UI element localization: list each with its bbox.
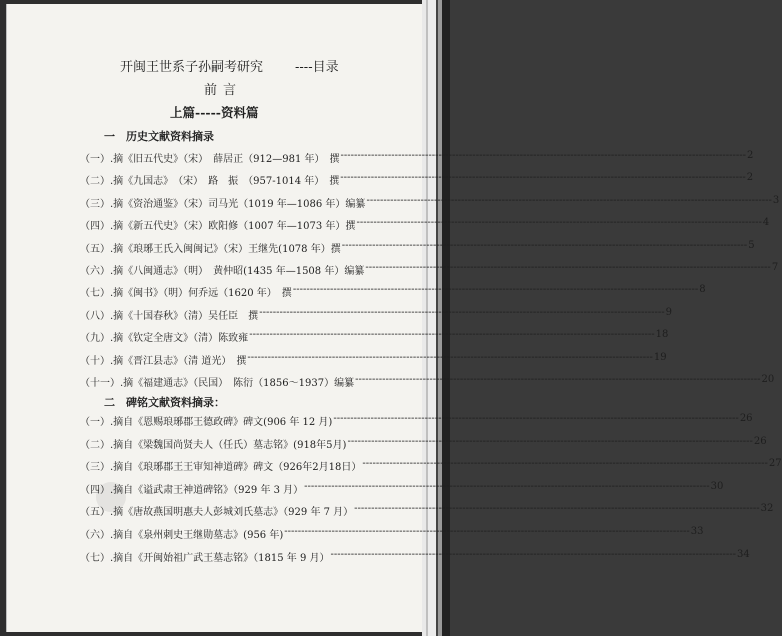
toc-page-number: 26: [753, 435, 767, 447]
toc-entry[interactable]: [80, 480, 724, 496]
title-text: 开闽王世系子孙嗣考研究: [120, 60, 264, 75]
toc-page-number: 4: [762, 217, 770, 229]
toc-entry[interactable]: [80, 526, 704, 541]
toc-page-number: 2: [747, 150, 754, 161]
toc-leader-dashes: ------------------------------------------------------------------------------------------------------------------------: [304, 480, 710, 492]
toc-page-number: 33: [690, 526, 704, 537]
toc-entry-title: （六）.摘《八闽通志》（明） 黄仲昭(1435 年—1508 年）编纂: [80, 266, 365, 277]
toc-entry-title: （一）.摘《旧五代史》（宋） 薛居正（912—981 年） 撰: [80, 154, 340, 165]
toc-entry[interactable]: [80, 217, 770, 233]
section-heading-inscriptions: 二 碑铭文献资料摘录：: [104, 396, 225, 409]
toc-leader-dashes: ------------------------------------------------------------------------------------------------------------------------: [340, 172, 746, 184]
toc-leader-dashes: ------------------------------------------------------------------------------------------------------------------------: [330, 548, 736, 560]
toc-leader-dashes: ------------------------------------------------------------------------------------------------------------------------: [347, 435, 753, 447]
toc-leader-dashes: ------------------------------------------------------------------------------------------------------------------------: [333, 413, 739, 424]
toc-leader-dashes: ------------------------------------------------------------------------------------------------------------------------: [341, 239, 748, 251]
toc-entry-title: （八）.摘《十国春秋》（清）吴任臣 撰: [80, 310, 259, 322]
toc-leader-dashes: ------------------------------------------------------------------------------------------------------------------------: [340, 150, 746, 161]
toc-entry-title: （七）.摘《闽书》（明）何乔远（1620 年） 撰: [80, 288, 292, 300]
toc-entry[interactable]: [80, 351, 667, 367]
toc-entry-title: （二）.摘《九国志》 （宋） 路 振 （957-1014 年） 撰: [80, 176, 340, 188]
document-title: [120, 56, 339, 75]
toc-entry-title: （十）.摘《晋江县志》（清 道光） 撰: [80, 355, 247, 367]
toc-page-number: 7: [771, 262, 779, 273]
toc-entry[interactable]: [80, 172, 754, 188]
toc-entry-title: （三）.摘《资治通鉴》（宋）司马光（1019 年—1086 年）编纂: [80, 198, 366, 210]
toc-entry[interactable]: [80, 306, 673, 322]
toc-entry-title: （七）.摘自《开闽始祖广武王墓志铭》（1815 年 9 月）: [80, 552, 330, 564]
toc-entry[interactable]: [80, 329, 669, 345]
toc-page-number: 27: [768, 458, 782, 470]
toc-entry-title: （一）.摘自《恩赐琅琊郡王德政碑》碑文(906 年 12 月): [80, 417, 333, 428]
toc-entry[interactable]: [80, 458, 782, 474]
toc-entry-title: （三）.摘自《琅琊郡王王审知神道碑》碑文（926年2月18日）: [80, 462, 362, 474]
toc-page-number: 3: [772, 194, 780, 206]
toc-leader-dashes: ------------------------------------------------------------------------------------------------------------------------: [365, 262, 771, 273]
toc-page-number: 30: [710, 480, 724, 492]
toc-entry[interactable]: [80, 284, 706, 300]
toc-leader-dashes: ------------------------------------------------------------------------------------------------------------------------: [355, 374, 761, 385]
toc-page-number: 5: [748, 239, 755, 251]
toc-leader-dashes: ------------------------------------------------------------------------------------------------------------------------: [249, 329, 655, 341]
toc-page-number: 19: [653, 351, 667, 363]
toc-entry[interactable]: [80, 262, 779, 277]
toc-entry-title: （二）.摘自《梁魏国尚贤夫人（任氏）墓志铭》(918年5月): [80, 439, 347, 451]
toc-page-number: 20: [761, 374, 775, 385]
toc-entry[interactable]: [80, 194, 780, 210]
toc-entry-title: （六）.摘自《泉州刺史王继勋墓志》(956 年): [80, 530, 284, 541]
toc-leader-dashes: ------------------------------------------------------------------------------------------------------------------------: [356, 217, 762, 229]
title-suffix: ----目录: [295, 60, 339, 75]
toc-entry[interactable]: [80, 548, 750, 564]
toc-entry-title: （五）.摘《琅琊王氏入闽闽记》（宋）王继先(1078 年）撰: [80, 243, 341, 255]
toc-entry[interactable]: [80, 239, 755, 255]
toc-entry-title: （十一）.摘《福建通志》（民国） 陈衍（1856～1937）编纂: [80, 378, 355, 389]
toc-leader-dashes: ------------------------------------------------------------------------------------------------------------------------: [362, 458, 768, 470]
toc-leader-dashes: ------------------------------------------------------------------------------------------------------------------------: [292, 284, 699, 296]
toc-entry[interactable]: [80, 413, 753, 428]
toc-leader-dashes: ------------------------------------------------------------------------------------------------------------------------: [259, 306, 665, 318]
toc-entry-title: （五）.摘《唐故燕国明惠夫人彭城刘氏墓志》（929 年 7 月）: [80, 507, 354, 519]
preface-heading: 前言: [204, 83, 243, 98]
toc-entry-title: （九）.摘《钦定全唐文》（清）陈致雍: [80, 333, 249, 345]
toc-page-number: 34: [737, 548, 750, 560]
toc-entry[interactable]: [80, 503, 774, 519]
toc-entry[interactable]: [80, 435, 767, 451]
toc-page-number: 26: [739, 413, 753, 424]
section-heading-history: 一 历史文献资料摘录: [104, 130, 214, 143]
toc-entry[interactable]: [80, 374, 775, 389]
toc-entry-title: （四）.摘《新五代史》（宋）欧阳修（1007 年—1073 年）撰: [80, 221, 356, 233]
toc-leader-dashes: ------------------------------------------------------------------------------------------------------------------------: [284, 526, 690, 537]
toc-entry-title: （四）.摘自《谥武肃王神道碑铭》（929 年 3 月）: [80, 484, 304, 496]
toc-leader-dashes: ------------------------------------------------------------------------------------------------------------------------: [366, 194, 772, 206]
part-heading: 上篇-----资料篇: [170, 105, 259, 120]
toc-leader-dashes: ------------------------------------------------------------------------------------------------------------------------: [247, 351, 653, 363]
toc-page-number: 32: [760, 503, 774, 515]
toc-page-number: 9: [665, 306, 673, 318]
toc-page-number: 8: [699, 284, 706, 296]
toc-page-number: 18: [655, 329, 669, 341]
toc-page-number: 2: [746, 172, 754, 184]
toc-entry[interactable]: [80, 150, 754, 165]
toc-leader-dashes: ------------------------------------------------------------------------------------------------------------------------: [354, 503, 760, 515]
